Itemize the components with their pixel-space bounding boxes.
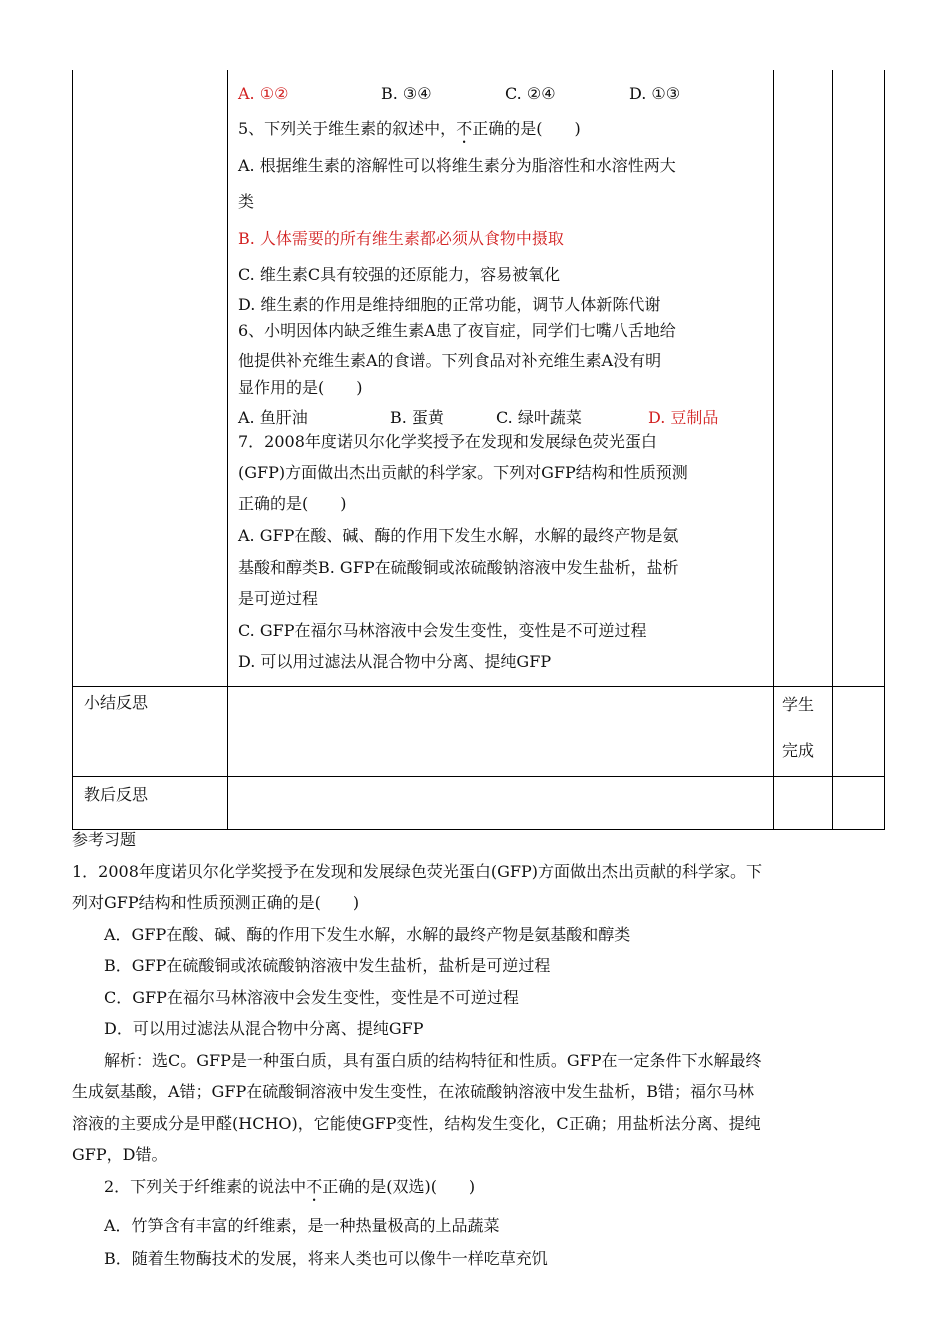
- q5-option-a-line2: 类: [238, 192, 255, 211]
- q7-stem-line2: (GFP)方面做出杰出贡献的科学家。下列对GFP结构和性质预测: [238, 463, 688, 482]
- q6-option-b: B. 蛋黄: [390, 408, 444, 427]
- ref-q1-analysis-line3: 溶液的主要成分是甲醛(HCHO)，它能使GFP变性，结构发生变化，C正确；用盐析法分离、提纯: [72, 1114, 761, 1133]
- q6-stem-line2: 他提供补充维生素A的食谱。下列食品对补充维生素A没有明: [238, 351, 662, 370]
- reference-heading: 参考习题: [72, 830, 137, 849]
- q6-option-c: C. 绿叶蔬菜: [496, 408, 582, 427]
- ref-q1-option-c: C．GFP在福尔马林溶液中会发生变性，变性是不可逆过程: [104, 988, 519, 1007]
- ref-q1-analysis-line2: 生成氨基酸，A错；GFP在硫酸铜溶液中发生变性，在浓硫酸钠溶液中发生盐析，B错；福尔马林: [72, 1082, 754, 1101]
- q4-option-d: D. ①③: [629, 84, 681, 103]
- ref-q1-stem-line1: 1．2008年度诺贝尔化学奖授予在发现和发展绿色荧光蛋白(GFP)方面做出杰出贡献的科学家。下: [72, 862, 763, 881]
- q5-option-b: B. 人体需要的所有维生素都必须从食物中摄取: [238, 229, 564, 248]
- q4-option-a: A. ①②: [238, 84, 289, 103]
- ref-q1-option-b: B．GFP在硫酸铜或浓硫酸钠溶液中发生盐析，盐析是可逆过程: [104, 956, 551, 975]
- ref-q2-option-a: A．竹笋含有丰富的纤维素，是一种热量极高的上品蔬菜: [104, 1216, 500, 1235]
- ref-q1-analysis-line1: 解析：选C。GFP是一种蛋白质，具有蛋白质的结构特征和性质。GFP在一定条件下水解最终: [104, 1051, 762, 1070]
- q5-option-d: D. 维生素的作用是维持细胞的正常功能，调节人体新陈代谢: [238, 295, 661, 314]
- student-label-line1: 学生: [782, 695, 815, 714]
- q7-stem-line1: 7．2008年度诺贝尔化学奖授予在发现和发展绿色荧光蛋白: [238, 432, 657, 451]
- q7-option-c: C. GFP在福尔马林溶液中会发生变性，变性是不可逆过程: [238, 621, 647, 640]
- ref-q1-option-d: D．可以用过滤法从混合物中分离、提纯GFP: [104, 1019, 424, 1038]
- q6-stem-line3: 显作用的是( ): [238, 378, 363, 397]
- q7-stem-line3: 正确的是( ): [238, 494, 347, 513]
- q5-option-c: C. 维生素C具有较强的还原能力，容易被氧化: [238, 265, 561, 284]
- teaching-reflection-label: 教后反思: [84, 785, 149, 804]
- q7-option-a-line1: A. GFP在酸、碱、酶的作用下发生水解，水解的最终产物是氨: [238, 526, 679, 545]
- q5-option-a-line1: A. 根据维生素的溶解性可以将维生素分为脂溶性和水溶性两大: [238, 156, 676, 175]
- q4-option-c: C. ②④: [505, 84, 556, 103]
- summary-reflection-label: 小结反思: [84, 693, 149, 712]
- ref-q1-option-a: A．GFP在酸、碱、酶的作用下发生水解，水解的最终产物是氨基酸和醇类: [104, 925, 631, 944]
- q5-stem: 5、下列关于维生素的叙述中，不正确的是( ): [238, 119, 581, 138]
- q4-option-b: B. ③④: [381, 84, 432, 103]
- student-label-line2: 完成: [782, 741, 815, 760]
- q7-option-d: D. 可以用过滤法从混合物中分离、提纯GFP: [238, 652, 552, 671]
- ref-q1-stem-line2: 列对GFP结构和性质预测正确的是( ): [72, 893, 360, 912]
- q7-option-a-line2: 基酸和醇类B. GFP在硫酸铜或浓硫酸钠溶液中发生盐析，盐析: [238, 558, 679, 577]
- q6-option-d: D. 豆制品: [648, 408, 719, 427]
- ref-q2-option-b: B．随着生物酶技术的发展，将来人类也可以像牛一样吃草充饥: [104, 1249, 548, 1268]
- q7-option-a-line3: 是可逆过程: [238, 589, 319, 608]
- ref-q1-analysis-line4: GFP，D错。: [72, 1145, 168, 1164]
- q6-stem-line1: 6、小明因体内缺乏维生素A患了夜盲症，同学们七嘴八舌地给: [238, 321, 676, 340]
- ref-q2-stem: 2．下列关于纤维素的说法中不正确的是(双选)( ): [104, 1177, 476, 1196]
- q6-option-a: A. 鱼肝油: [238, 408, 308, 427]
